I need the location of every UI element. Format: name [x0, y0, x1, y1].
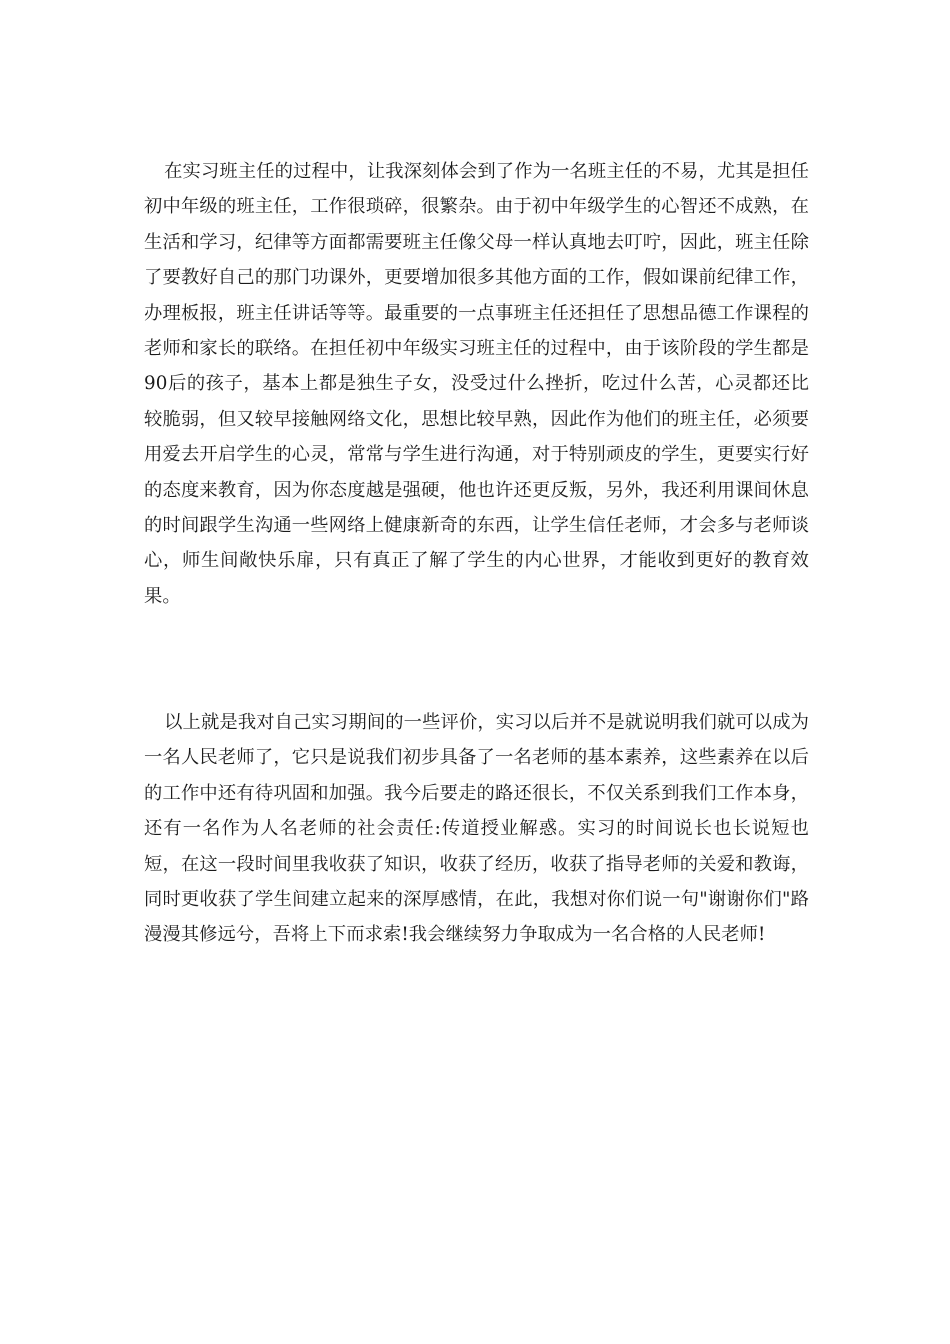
paragraph-self-evaluation: 以上就是我对自己实习期间的一些评价，实习以后并不是就说明我们就可以成为一名人民老师了，它只是说我们初步具备了一名老师的基本素养，这些素养在以后的工作中还有待巩固和加强。我今后要走的路还很长，不仅关系到我们工作本身，还有一名作为人名老师的社会责任:传道授业解惑。实习的时间说长也长说短也短，在这一段时间里我收获了知识，收获了经历，收获了指导老师的关爱和教诲，同时更收获了学生间建立起来的深厚感情，在此，我想对你们说一句"谢谢你们"路漫漫其修远兮，吾将上下而求索!我会继续努力争取成为一名合格的人民老师!: [144, 712, 809, 946]
paragraph-class-teacher-experience: 在实习班主任的过程中，让我深刻体会到了作为一名班主任的不易，尤其是担任初中年级的班主任，工作很琐碎，很繁杂。由于初中年级学生的心智还不成熟，在生活和学习，纪律等方面都需要班主任像父母一样认真地去叮咛，因此，班主任除了要教好自己的那门功课外，更要增加很多其他方面的工作，假如课前纪律工作，办理板报，班主任讲话等等。最重要的一点事班主任还担任了思想品德工作课程的老师和家长的联络。在担任初中年级实习班主任的过程中，由于该阶段的学生都是90后的孩子，基本上都是独生子女，没受过什么挫折，吃过什么苦，心灵都还比较脆弱，但又较早接触网络文化，思想比较早熟，因此作为他们的班主任，必须要用爱去开启学生的心灵，常常与学生进行沟通，对于特别顽皮的学生，更要实行好的态度来教育，因为你态度越是强硬，他也许还更反叛，另外，我还利用课间休息的时间跟学生沟通一些网络上健康新奇的东西，让学生信任老师，才会多与老师谈心，师生间敞快乐扉，只有真正了解了学生的内心世界，才能收到更好的教育效果。: [144, 161, 809, 607]
